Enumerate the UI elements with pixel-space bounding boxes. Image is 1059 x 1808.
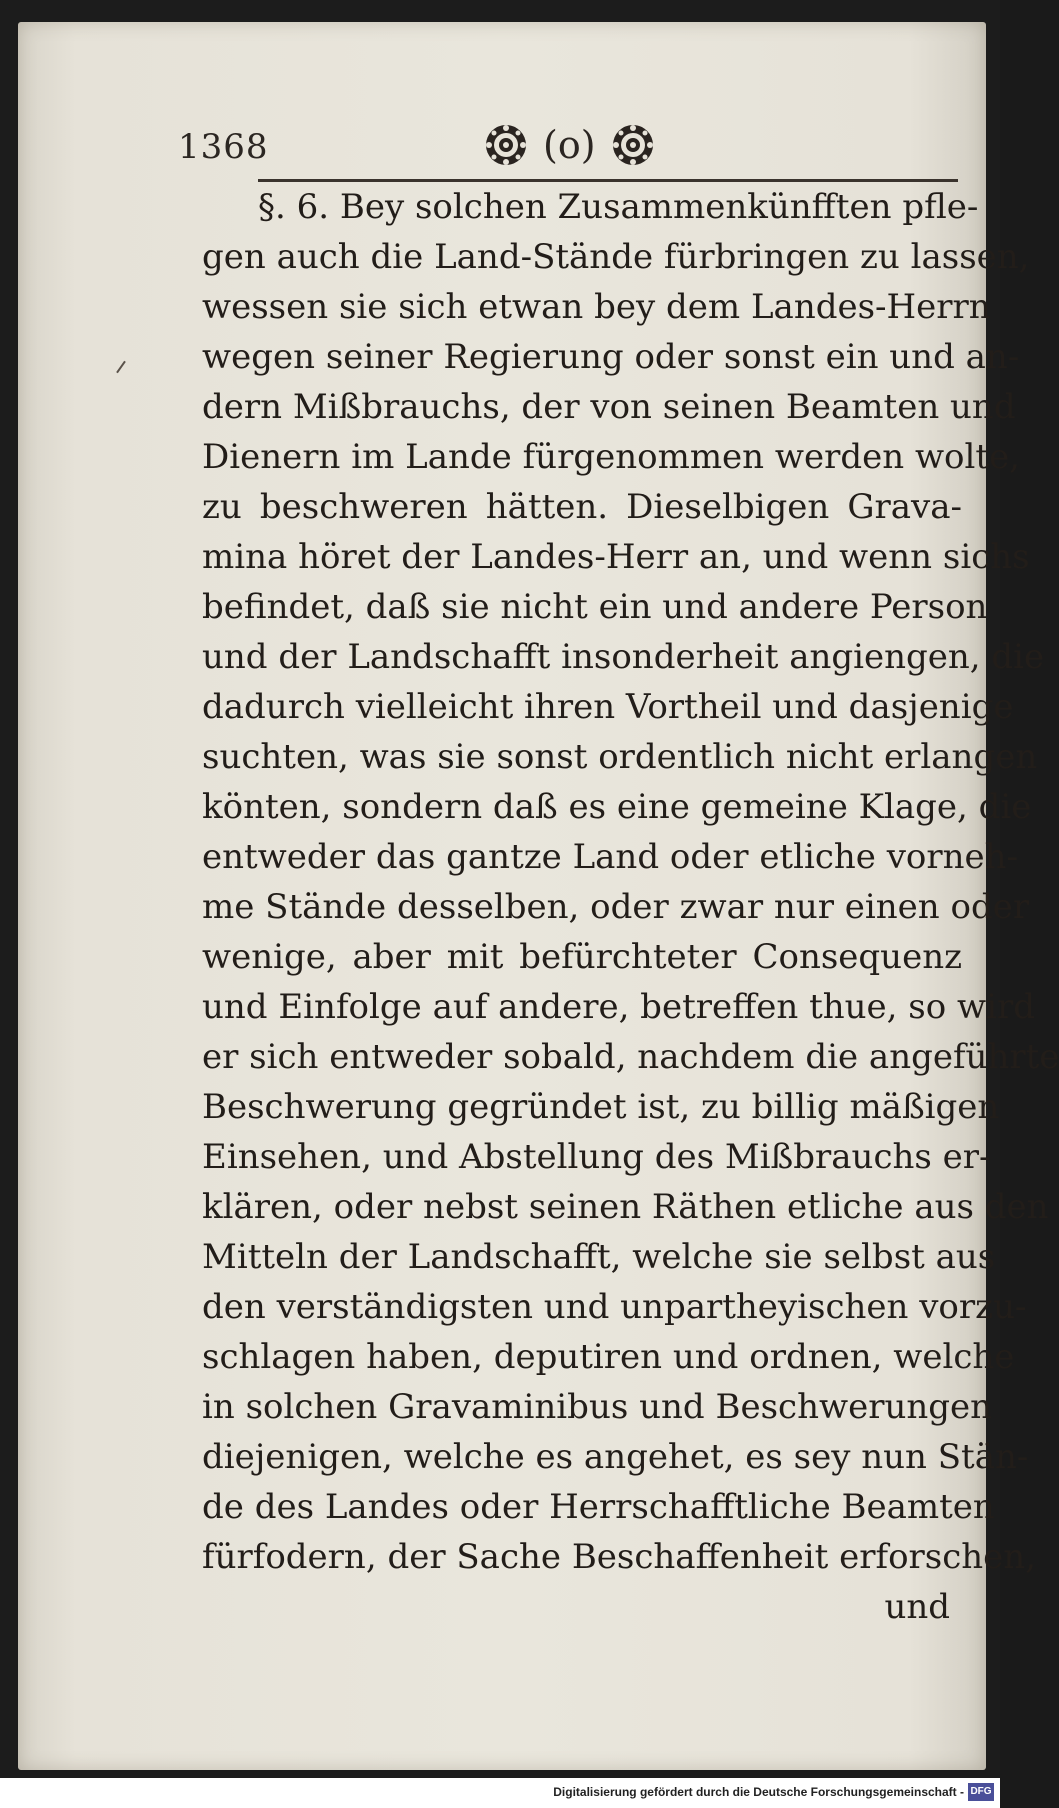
- margin-mark: [116, 361, 126, 374]
- body-text: [202, 182, 1059, 1632]
- dfg-logo: DFG: [968, 1783, 994, 1801]
- catchword: und: [884, 1587, 950, 1627]
- text-line: dadurch vielleicht ihren Vortheil und dasjenige: [202, 687, 1014, 727]
- text-line: Einsehen, und Abstellung des Mißbrauchs er-: [202, 1137, 991, 1177]
- text-line: gen auch die Land-Stände fürbringen zu lassen,: [202, 237, 1030, 277]
- text-line: könten, sondern daß es eine gemeine Klage, die: [202, 787, 1032, 827]
- text-line: §. 6. Bey solchen Zusammenkünfften pfle-: [258, 187, 979, 227]
- text-line: mina höret der Landes-Herr an, und wenn sichs: [202, 537, 1030, 577]
- text-line: diejenigen, welche es angehet, es sey nun Stän-: [202, 1437, 1029, 1477]
- text-line: Dienern im Lande fürgenommen werden wolte,: [202, 437, 1020, 477]
- text-line: dern Mißbrauchs, der von seinen Beamten und: [202, 387, 1016, 427]
- text-line: befindet, daß sie nicht ein und andere Person: [202, 587, 988, 627]
- text-line: klären, oder nebst seinen Räthen etliche aus den: [202, 1187, 1049, 1227]
- text-line: Mitteln der Landschafft, welche sie selbst aus: [202, 1237, 996, 1277]
- header-ornament: [483, 117, 656, 173]
- text-line: den verständigsten und unpartheyischen vorzu-: [202, 1287, 1027, 1327]
- page-number: 1368: [178, 127, 269, 167]
- rosette-icon: [483, 122, 529, 168]
- text-line: suchten, was sie sonst ordentlich nicht erlangen: [202, 737, 1038, 777]
- text-line: wessen sie sich etwan bey dem Landes-Herrn: [202, 287, 991, 327]
- signature-mark: (o): [543, 123, 596, 167]
- text-line: zu beschweren hätten. Dieselbigen Grava-: [202, 487, 962, 527]
- text-line: me Stände desselben, oder zwar nur einen oder: [202, 887, 1030, 927]
- footer-strip: [0, 1778, 1000, 1808]
- text-line: Beschwerung gegründet ist, zu billig mäßigen: [202, 1087, 1000, 1127]
- text-line: und der Landschafft insonderheit angiengen, die: [202, 637, 1045, 677]
- page-header: [178, 117, 968, 187]
- text-line: wenige, aber mit befürchteter Consequenz: [202, 937, 962, 977]
- text-line: wegen seiner Regierung oder sonst ein und an-: [202, 337, 1020, 377]
- text-line: und Einfolge auf andere, betreffen thue, so wird: [202, 987, 1035, 1027]
- rosette-icon: [610, 122, 656, 168]
- text-line: fürfodern, der Sache Beschaffenheit erforschen,: [202, 1537, 1037, 1577]
- text-line: er sich entweder sobald, nachdem die angeführte: [202, 1037, 1059, 1077]
- text-line: entweder das gantze Land oder etliche vorneh-: [202, 837, 1019, 877]
- book-page: [18, 22, 1059, 1770]
- text-line: schlagen haben, deputiren und ordnen, welche: [202, 1337, 1015, 1377]
- text-line: in solchen Gravaminibus und Beschwerungen: [202, 1387, 993, 1427]
- footer-credit: Digitalisierung gefördert durch die Deutsche Forschungsgemeinschaft -: [553, 1785, 964, 1799]
- text-line: de des Landes oder Herrschafftliche Beamten: [202, 1487, 995, 1527]
